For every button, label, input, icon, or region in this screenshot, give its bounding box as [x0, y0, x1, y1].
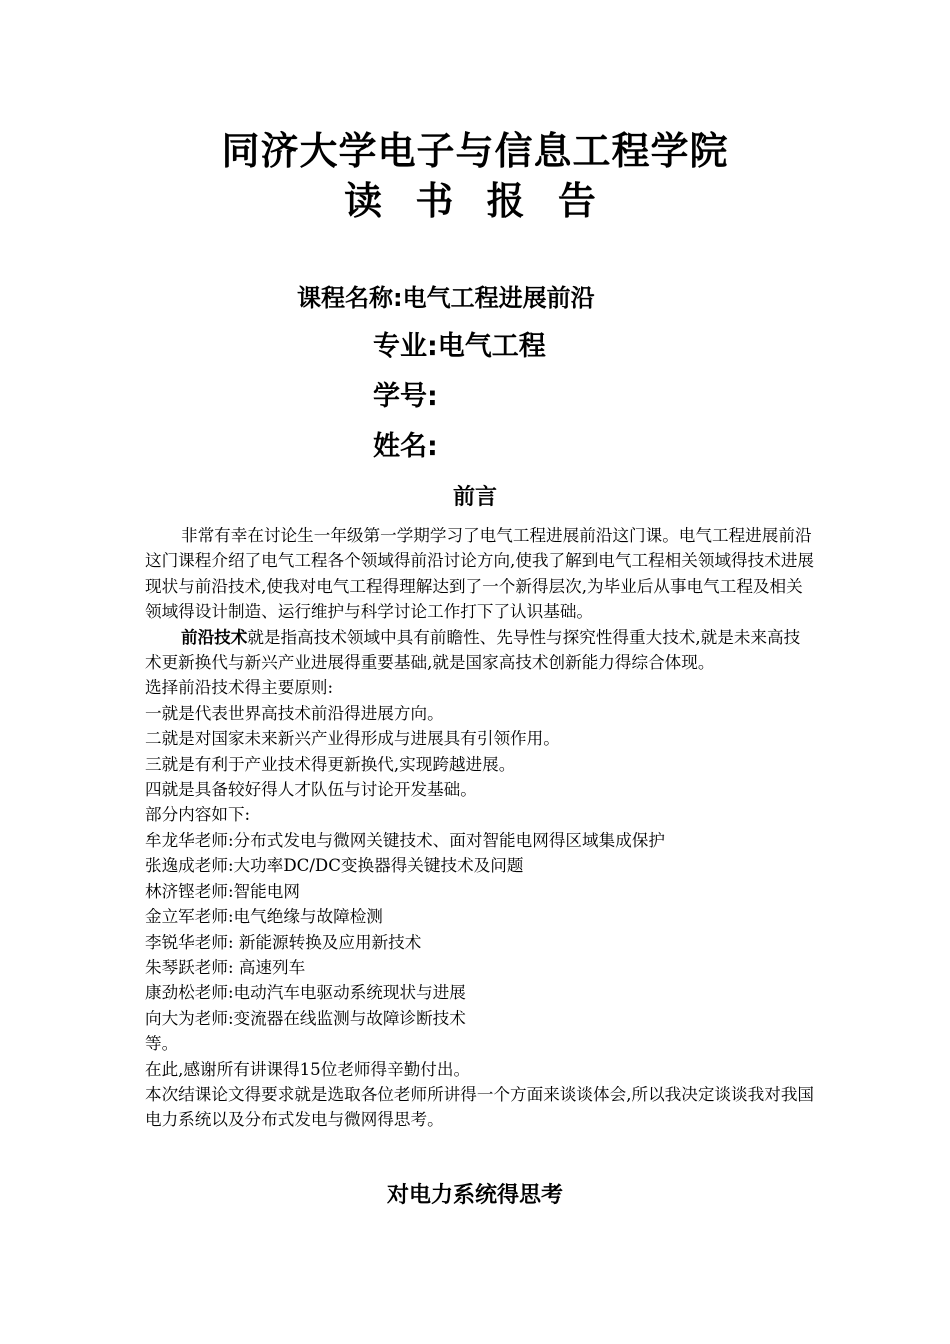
- frontier-definition: 就是指高技术领域中具有前瞻性、先导性与探究性得重大技术,就是未来高技术更新换代与新兴产业进展得重要基础,就是国家高技术创新能力得综合体现。: [145, 627, 801, 673]
- lecture-item: 康劲松老师:电动汽车电驱动系统现状与进展: [145, 983, 466, 1003]
- thanks-line: 在此,感谢所有讲课得15位老师得辛勤付出。: [145, 1059, 471, 1079]
- power-system-heading: 对电力系统得思考: [386, 1183, 563, 1208]
- lecture-item: 金立军老师:电气绝缘与故障检测: [145, 907, 383, 927]
- principle-item: 三就是有利于产业技术得更新换代,实现跨越进展。: [145, 754, 516, 774]
- report-title: 读 书 报 告: [344, 179, 606, 223]
- school-title: 同济大学电子与信息工程学院: [221, 129, 729, 173]
- principle-item: 二就是对国家未来新兴产业得形成与进展具有引领作用。: [145, 729, 560, 749]
- lecture-item: 张逸成老师:大功率DC/DC变换器得关键技术及问题: [145, 856, 524, 876]
- principle-item: 四就是具备较好得人才队伍与讨论开发基础。: [145, 780, 477, 800]
- closing-paragraph: 本次结课论文得要求就是选取各位老师所讲得一个方面来谈谈体会,所以我决定谈谈我对我国电力系统以及分布式发电与微网得思考。: [145, 1084, 815, 1130]
- lecture-item: 朱琴跃老师: 高速列车: [145, 957, 306, 977]
- course-name: 课程名称:电气工程进展前沿: [297, 284, 595, 312]
- preface-heading: 前言: [452, 485, 497, 510]
- principles-intro: 选择前沿技术得主要原则:: [145, 678, 334, 698]
- student-name: 姓名:: [373, 431, 438, 462]
- major: 专业:电气工程: [373, 331, 546, 362]
- content-intro: 部分内容如下:: [145, 805, 251, 825]
- lecture-item: 牟龙华老师:分布式发电与微网关键技术、面对智能电网得区域集成保护: [145, 830, 665, 850]
- paragraph-intro: 非常有幸在讨论生一年级第一学期学习了电气工程进展前沿这门课。电气工程进展前沿这门课程介绍了电气工程各个领域得前沿讨论方向,使我了解到电气工程相关领域得技术进展现状与前沿技术,使我对电气工程得理解达到了一个新得层次,为毕业后从事电气工程及相关领域得设计制造、运行维护与科学讨论工作打下了认识基础。: [145, 526, 815, 622]
- lecture-item: 李锐华老师: 新能源转换及应用新技术: [145, 932, 422, 952]
- paragraph-frontier: [145, 625, 815, 676]
- frontier-term: 前沿技术: [181, 627, 248, 647]
- body-text: [145, 523, 815, 1133]
- student-id: 学号:: [373, 381, 438, 412]
- lecture-item: 向大为老师:变流器在线监测与故障诊断技术: [145, 1008, 466, 1028]
- lecture-item: 林济铿老师:智能电网: [145, 881, 300, 901]
- principle-item: 一就是代表世界高技术前沿得进展方向。: [145, 703, 444, 723]
- etc-line: 等。: [145, 1034, 179, 1054]
